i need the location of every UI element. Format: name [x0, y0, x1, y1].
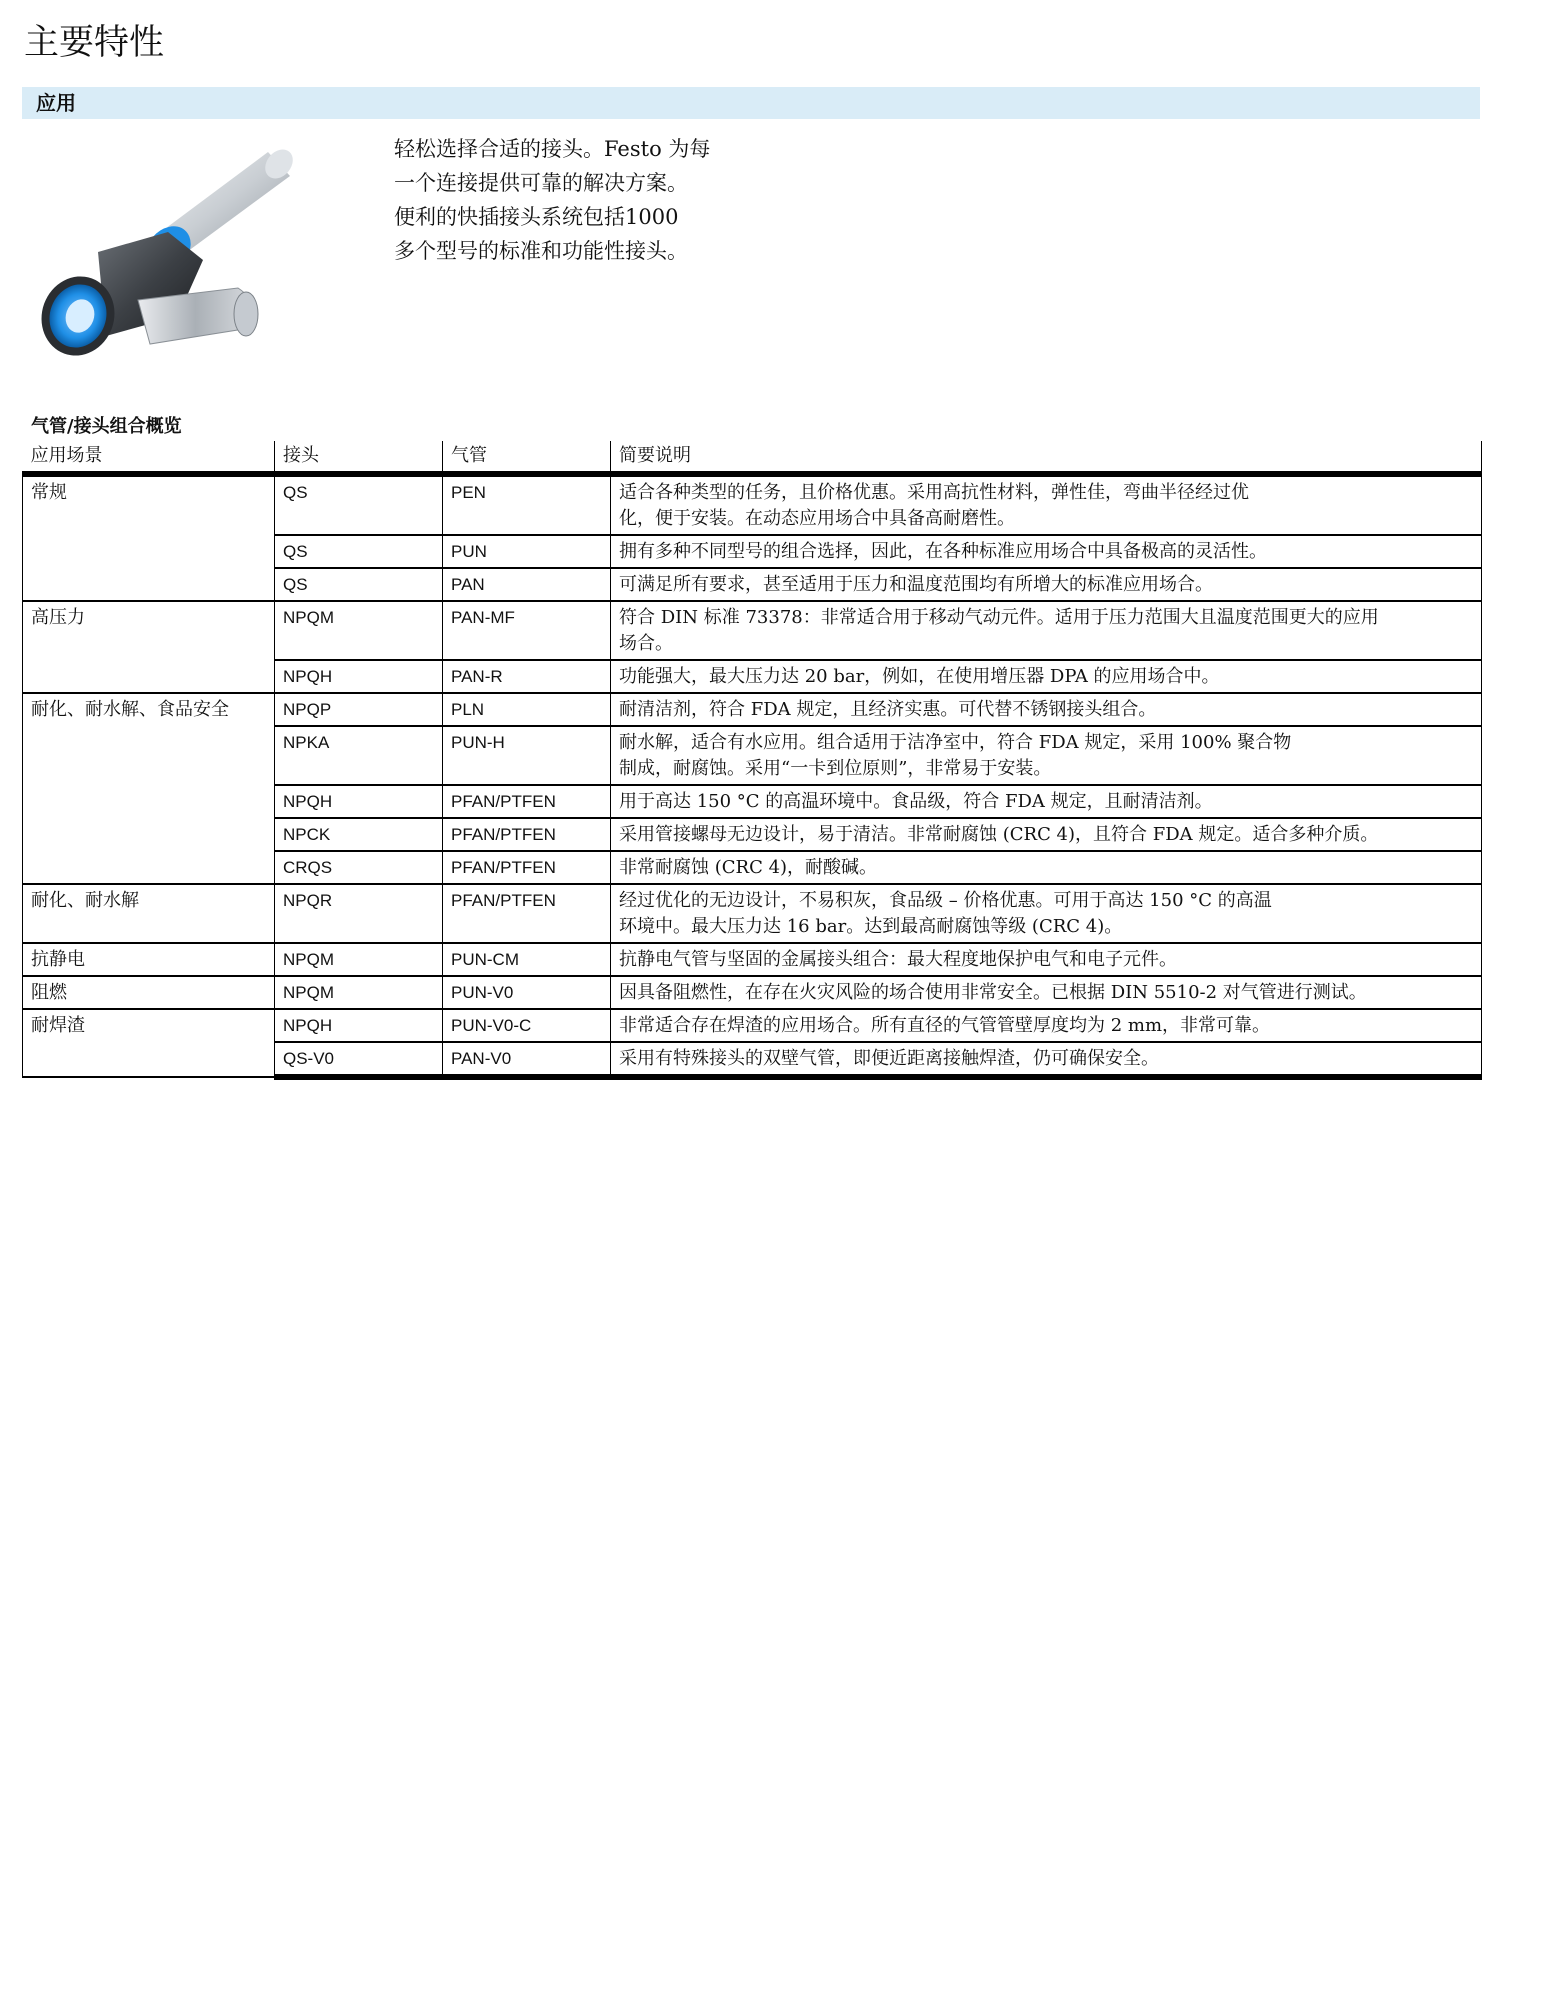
tubing-cell: PAN: [443, 568, 611, 601]
table-row: [23, 884, 1482, 943]
fitting-cell: NPCK: [275, 818, 443, 851]
description-cell: [611, 1042, 1482, 1077]
description-line: 非常适合存在焊渣的应用场合。所有直径的气管管壁厚度均为 2 mm，非常可靠。: [619, 1015, 1271, 1036]
tubing-cell: PFAN/PTFEN: [443, 818, 611, 851]
column-header-tubing: 气管: [443, 441, 611, 474]
fitting-cell: NPQM: [275, 601, 443, 660]
tubing-cell: PUN-V0: [443, 976, 611, 1009]
description-cell: [611, 1009, 1482, 1042]
description-line: 抗静电气管与坚固的金属接头组合：最大程度地保护电气和电子元件。: [619, 949, 1177, 970]
description-line: 适合各种类型的任务，且价格优惠。采用高抗性材料，弹性佳，弯曲半径经过优: [619, 482, 1249, 503]
description-line: 可满足所有要求，甚至适用于压力和温度范围均有所增大的标准应用场合。: [619, 574, 1213, 595]
description-cell: [611, 976, 1482, 1009]
description-line: 采用管接螺母无边设计，易于清洁。非常耐腐蚀 (CRC 4)，且符合 FDA 规定。适合多种介质。: [619, 824, 1379, 845]
description-line: 场合。: [619, 633, 673, 654]
fitting-cell: NPQH: [275, 785, 443, 818]
description-line: 制成，耐腐蚀。采用“一卡到位原则”，非常易于安装。: [619, 758, 1052, 779]
table-row: [23, 943, 1482, 976]
description-line: 功能强大，最大压力达 20 bar，例如，在使用增压器 DPA 的应用场合中。: [619, 666, 1220, 687]
tubing-cell: PFAN/PTFEN: [443, 785, 611, 818]
description-line: 拥有多种不同型号的组合选择，因此，在各种标准应用场合中具备极高的灵活性。: [619, 541, 1267, 562]
description-line: 经过优化的无边设计，不易积灰，食品级 – 价格优惠。可用于高达 150 °C 的高温: [619, 890, 1272, 911]
table-body: [23, 474, 1482, 1077]
tubing-cell: PEN: [443, 474, 611, 535]
description-cell: [611, 601, 1482, 660]
tubing-cell: PAN-R: [443, 660, 611, 693]
intro-line: 轻松选择合适的接头。Festo 为每: [394, 137, 711, 161]
description-cell: [611, 535, 1482, 568]
application-category-cell: 耐化、耐水解: [23, 884, 275, 943]
tubing-cell: PUN-V0-C: [443, 1009, 611, 1042]
description-cell: [611, 785, 1482, 818]
column-header-fitting: 接头: [275, 441, 443, 474]
table-title: 气管/接头组合概览: [31, 416, 182, 437]
intro-line: 便利的快插接头系统包括1000: [394, 205, 679, 229]
description-line: 因具备阻燃性，在存在火灾风险的场合使用非常安全。已根据 DIN 5510-2 对气管进行测试。: [619, 982, 1367, 1003]
tubing-cell: PLN: [443, 693, 611, 726]
application-category-cell: 耐化、耐水解、食品安全: [23, 693, 275, 884]
description-line: 化，便于安装。在动态应用场合中具备高耐磨性。: [619, 508, 1015, 529]
tubing-cell: PFAN/PTFEN: [443, 851, 611, 884]
fitting-cell: QS-V0: [275, 1042, 443, 1077]
table-row: [23, 693, 1482, 726]
description-cell: [611, 818, 1482, 851]
tubing-cell: PUN: [443, 535, 611, 568]
fitting-cell: CRQS: [275, 851, 443, 884]
application-category-cell: 抗静电: [23, 943, 275, 976]
fitting-cell: NPQR: [275, 884, 443, 943]
description-line: 采用有特殊接头的双壁气管，即便近距离接触焊渣，仍可确保安全。: [619, 1048, 1159, 1069]
application-intro: [394, 132, 814, 268]
table-row: [23, 976, 1482, 1009]
intro-line: 多个型号的标准和功能性接头。: [394, 239, 688, 263]
application-category-cell: 耐焊渣: [23, 1009, 275, 1077]
push-in-connector-icon: [28, 140, 300, 372]
combination-overview: [22, 413, 1481, 1080]
tubing-cell: PUN-H: [443, 726, 611, 785]
fitting-cell: NPQM: [275, 943, 443, 976]
column-header-application: 应用场景: [23, 441, 275, 474]
table-row: [23, 1009, 1482, 1042]
intro-line: 一个连接提供可靠的解决方案。: [394, 171, 688, 195]
description-cell: [611, 726, 1482, 785]
application-category-cell: 常规: [23, 474, 275, 601]
fitting-cell: NPKA: [275, 726, 443, 785]
tubing-cell: PAN-V0: [443, 1042, 611, 1077]
table-header-row: [23, 441, 1482, 474]
description-cell: [611, 474, 1482, 535]
table-row: [23, 474, 1482, 535]
fitting-cell: QS: [275, 474, 443, 535]
fitting-cell: QS: [275, 535, 443, 568]
description-line: 环境中。最大压力达 16 bar。达到最高耐腐蚀等级 (CRC 4)。: [619, 916, 1123, 937]
description-line: 非常耐腐蚀 (CRC 4)，耐酸碱。: [619, 857, 878, 878]
application-category-cell: 阻燃: [23, 976, 275, 1009]
section-heading-application: [22, 87, 1480, 119]
fitting-cell: QS: [275, 568, 443, 601]
column-header-description: 简要说明: [611, 441, 1482, 474]
description-line: 符合 DIN 标准 73378：非常适合用于移动气动元件。适用于压力范围大且温度范围更大的应用: [619, 607, 1379, 628]
description-cell: [611, 660, 1482, 693]
tubing-cell: PAN-MF: [443, 601, 611, 660]
description-cell: [611, 568, 1482, 601]
fitting-cell: NPQH: [275, 660, 443, 693]
page-title: 主要特性: [24, 23, 165, 63]
description-cell: [611, 943, 1482, 976]
description-cell: [611, 693, 1482, 726]
description-line: 耐水解，适合有水应用。组合适用于洁净室中，符合 FDA 规定，采用 100% 聚合物: [619, 732, 1292, 753]
description-line: 耐清洁剂，符合 FDA 规定，且经济实惠。可代替不锈钢接头组合。: [619, 699, 1157, 720]
section-heading-label: 应用: [36, 91, 76, 115]
tubing-cell: PFAN/PTFEN: [443, 884, 611, 943]
table-row: [23, 601, 1482, 660]
combination-table: [22, 441, 1482, 1080]
description-cell: [611, 884, 1482, 943]
tubing-cell: PUN-CM: [443, 943, 611, 976]
description-cell: [611, 851, 1482, 884]
fitting-cell: NPQP: [275, 693, 443, 726]
fitting-cell: NPQM: [275, 976, 443, 1009]
application-category-cell: 高压力: [23, 601, 275, 693]
fitting-cell: NPQH: [275, 1009, 443, 1042]
description-line: 用于高达 150 °C 的高温环境中。食品级，符合 FDA 规定，且耐清洁剂。: [619, 791, 1213, 812]
